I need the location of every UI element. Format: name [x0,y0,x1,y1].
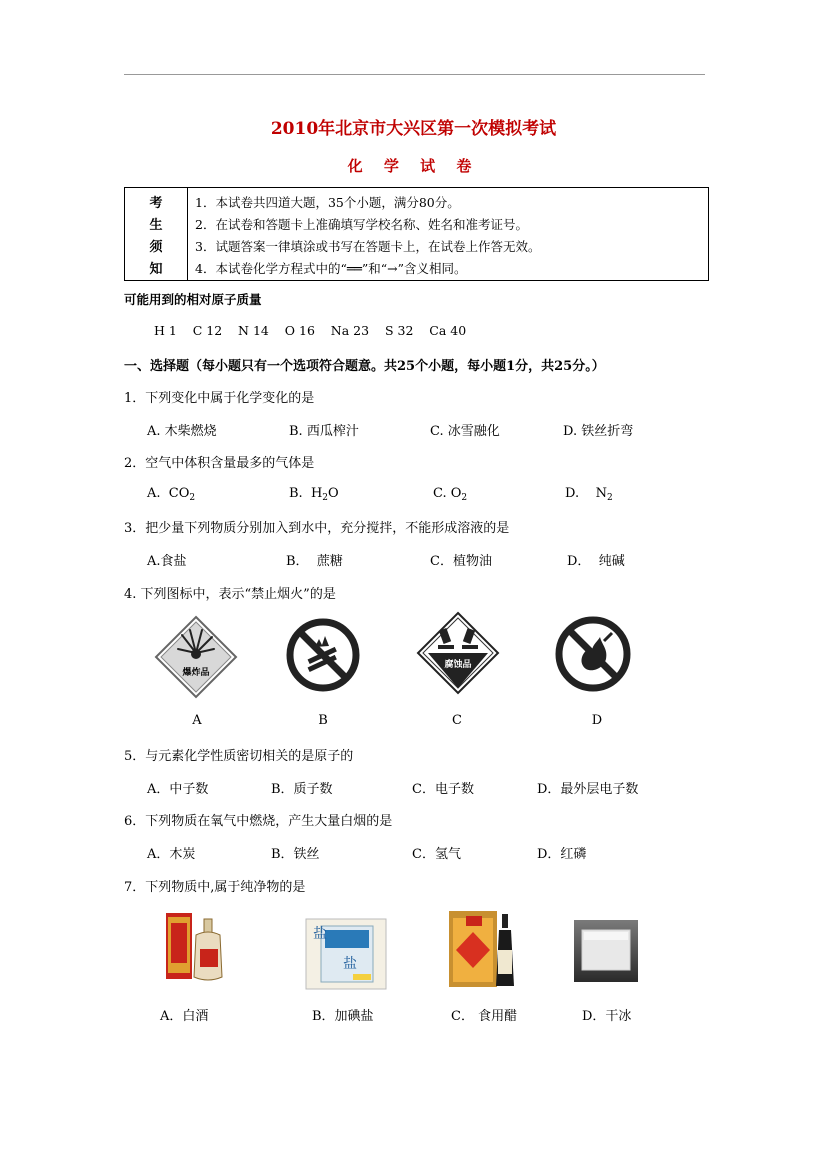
notice-label-char: 须 [149,240,163,255]
option-d: D． 纯碱 [567,554,625,569]
exam-title: 2010年北京市大兴区第一次模拟考试 [270,119,557,139]
corrosive-sign-icon [416,611,500,695]
subscript: 2 [607,493,613,503]
option-text: C. O [433,486,462,501]
option-b: B．质子数 [271,782,333,797]
option-c: C．电子数 [412,782,474,797]
no-open-flame-sign-icon [554,615,632,693]
question-stem: 1．下列变化中属于化学变化的是 [124,391,315,406]
question-stem: 4. 下列图标中，表示“禁止烟火”的是 [124,587,336,602]
option-a [147,486,195,503]
svg-text:盐: 盐 [313,926,327,942]
option-a: A. 木柴燃烧 [147,424,217,439]
option-c: C． 食用醋 [451,1009,518,1024]
subscript: 2 [189,493,196,503]
option-d: D．最外层电子数 [537,782,639,797]
option-text: A. CO [147,486,190,501]
subscript: 2 [322,493,329,503]
option-c: C．植物油 [430,554,492,569]
option-b: B． 蔗糖 [286,554,343,569]
option-c [433,486,467,503]
no-fire-sign-icon [285,617,361,693]
sign-text: 腐蚀品 [444,660,472,670]
notice-item: 4．本试卷化学方程式中的“══”和“→”含义相同。 [195,261,467,276]
option-b [289,486,339,503]
image-label-d: D [591,713,603,728]
notice-item: 2．在试卷和答题卡上准确填写学校名称、姓名和准考证号。 [195,217,528,232]
option-d: D．干冰 [582,1009,632,1024]
option-d: D．红磷 [537,847,587,862]
exam-subtitle: 化 学 试 卷 [347,157,480,175]
explosive-sign-icon [154,615,238,699]
option-a: A.食盐 [147,554,187,569]
question-stem: 3．把少量下列物质分别加入到水中，充分搅拌，不能形成溶液的是 [124,521,510,536]
notice-label [125,188,188,280]
image-label-a: A [192,713,202,728]
atomic-mass-heading: 可能用到的相对原子质量 [124,292,262,307]
option-b: B. 西瓜榨汁 [289,424,359,439]
section-heading: 一、选择题（每小题只有一个选项符合题意。共25个小题，每小题1分，共25分。） [124,359,605,374]
notice-label-char: 生 [149,218,163,233]
vinegar-image [448,910,518,990]
atomic-mass-values: H 1 C 12 N 14 O 16 Na 23 S 32 Ca 40 [154,323,467,338]
baijiu-bottle-image [164,909,228,983]
option-a: A．木炭 [147,847,196,862]
svg-text:盐: 盐 [343,956,357,972]
option-d: D. 铁丝折弯 [563,424,634,439]
image-label-c: C [452,713,462,728]
option-text: B. H [289,486,323,501]
option-b: B．铁丝 [271,847,320,862]
subscript: 2 [461,493,468,503]
question-stem: 6．下列物质在氧气中燃烧，产生大量白烟的是 [124,814,393,829]
option-b: B．加碘盐 [312,1009,374,1024]
option-c: C. 冰雪融化 [430,424,500,439]
option-text: D. N [565,486,607,501]
dry-ice-image [574,920,638,982]
question-stem: 5．与元素化学性质密切相关的是原子的 [124,749,354,764]
option-c: C．氢气 [412,847,461,862]
iodized-salt-image [305,918,387,990]
sign-text: 爆炸品 [182,668,210,678]
image-label-b: B [318,713,328,728]
option-a: A．白酒 [160,1009,209,1024]
option-text: O [328,486,339,501]
option-a: A．中子数 [147,782,209,797]
notice-box [124,187,709,281]
option-d [565,486,613,503]
question-stem: 7．下列物质中,属于纯净物的是 [124,880,306,895]
question-stem: 2．空气中体积含量最多的气体是 [124,456,315,471]
notice-label-char: 考 [149,196,163,211]
notice-item: 1．本试卷共四道大题，35个小题，满分80分。 [195,195,460,210]
notice-label-char: 知 [149,262,163,277]
notice-item: 3．试题答案一律填涂或书写在答题卡上，在试卷上作答无效。 [195,239,541,254]
header-rule [124,74,705,75]
